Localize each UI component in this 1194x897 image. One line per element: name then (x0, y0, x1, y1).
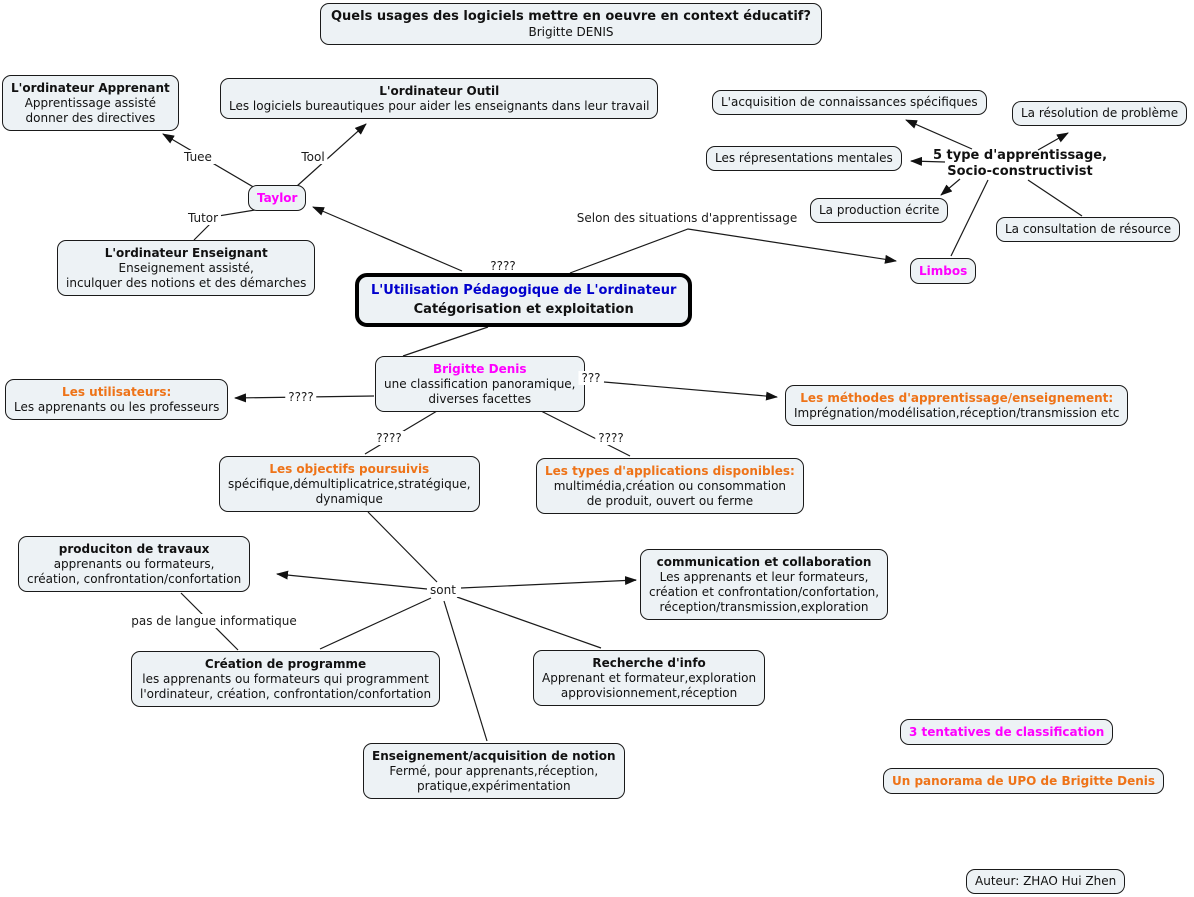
node-types-applications[interactable]: Les types d'applications disponibles: multimédia,création ou consommation de produit, ouvert ou ferme (536, 458, 804, 514)
node-auteur[interactable]: Auteur: ZHAO Hui Zhen (966, 869, 1125, 894)
node-consultation-resource[interactable]: La consultation de résource (996, 217, 1180, 242)
node-taylor[interactable]: Taylor (248, 185, 306, 211)
node-ordinateur-apprenant[interactable]: L'ordinateur Apprenant Apprentissage assisté donner des directives (2, 75, 179, 131)
node-utilisation-pedagogique[interactable]: L'Utilisation Pédagogique de L'ordinateur Catégorisation et exploitation (355, 273, 692, 327)
edge-5types-limbos (951, 180, 988, 256)
edge-label-q-types[interactable]: ???? (595, 431, 626, 445)
edge-upo-brigitte (403, 327, 488, 356)
node-acquisition-connaissances[interactable]: L'acquisition de connaissances spécifiques (712, 90, 987, 115)
node-limbos[interactable]: Limbos (910, 258, 976, 284)
edge-label-selon[interactable]: Selon des situations d'apprentissage (574, 211, 801, 225)
edge-sont-creation (320, 598, 431, 649)
edge-label-tuee[interactable]: Tuee (181, 150, 215, 164)
node-ordinateur-outil[interactable]: L'ordinateur Outil Les logiciels bureautiques pour aider les enseignants dans leur travail (220, 78, 658, 119)
node-map-title[interactable] (320, 3, 822, 45)
edge-upo-limbos (570, 229, 896, 273)
edge-5types-consultation (1028, 180, 1082, 216)
edge-label-tool[interactable]: Tool (298, 150, 327, 164)
edge-sont-communication (461, 580, 636, 588)
node-resolution-probleme[interactable]: La résolution de problème (1012, 101, 1187, 126)
node-representations-mentales[interactable]: Les répresentations mentales (706, 146, 902, 171)
edge-5types-acquisition (906, 120, 972, 149)
edge-sont-recherche (457, 597, 601, 648)
node-creation-programme[interactable]: Création de programme les apprenants ou formateurs qui programment l'ordinateur, création, confrontation/confortation (131, 651, 440, 707)
edge-label-sont[interactable]: sont (427, 583, 459, 597)
node-5-types-apprentissage[interactable]: 5 type d'apprentissage, Socio-constructivist (932, 148, 1108, 179)
edge-label-q-utilisateurs[interactable]: ???? (285, 390, 316, 404)
edge-5types-production-ecrite (941, 179, 960, 195)
map-title-author: Brigitte DENIS (528, 25, 614, 39)
edge-label-q-objectifs[interactable]: ???? (373, 431, 404, 445)
edge-label-tutor[interactable]: Tutor (185, 211, 221, 225)
node-ordinateur-enseignant[interactable]: L'ordinateur Enseignant Enseignement assisté, inculquer des notions et des démarches (57, 240, 315, 296)
edge-sont-enseignement (444, 601, 487, 741)
node-methodes-apprentissage[interactable]: Les méthodes d'apprentissage/enseignement: Imprégnation/modélisation,réception/transmission etc (785, 385, 1128, 426)
node-production-ecrite[interactable]: La production écrite (810, 198, 948, 223)
edge-sont-production-travaux (277, 574, 427, 589)
node-recherche-info[interactable]: Recherche d'info Apprenant et formateur,exploration approvisionnement,réception (533, 650, 765, 706)
node-utilisateurs[interactable]: Les utilisateurs: Les apprenants ou les professeurs (5, 379, 228, 420)
node-objectifs-poursuivis[interactable]: Les objectifs poursuivis spécifique,démultiplicatrice,stratégique, dynamique (219, 456, 480, 512)
node-production-travaux[interactable]: produciton de travaux apprenants ou formateurs, création, confrontation/confortation (18, 536, 250, 592)
node-brigitte-denis[interactable]: Brigitte Denis une classification panoramique, diverses facettes (375, 356, 585, 412)
edge-objectifs-sont (368, 512, 437, 582)
edge-upo-taylor (313, 207, 462, 271)
node-communication-collaboration[interactable]: communication et collaboration Les apprenants et leur formateurs, création et confrontation/confortation, réception/transmission,exploration (640, 549, 888, 620)
map-title-text: Quels usages des logiciels mettre en oeuvre en context éducatif? (331, 9, 811, 24)
edge-label-q-taylor[interactable]: ???? (487, 259, 518, 273)
edge-label-q-methodes[interactable]: ??? (578, 371, 603, 385)
edge-label-pas-langue[interactable]: pas de langue informatique (128, 614, 299, 628)
edge-brigitte-methodes (604, 382, 777, 397)
node-panorama-upo[interactable]: Un panorama de UPO de Brigitte Denis (883, 768, 1164, 794)
node-enseignement-acquisition[interactable]: Enseignement/acquisition de notion Fermé, pour apprenants,réception, pratique,expérimentation (363, 743, 625, 799)
node-3-tentatives[interactable]: 3 tentatives de classification (900, 719, 1113, 745)
